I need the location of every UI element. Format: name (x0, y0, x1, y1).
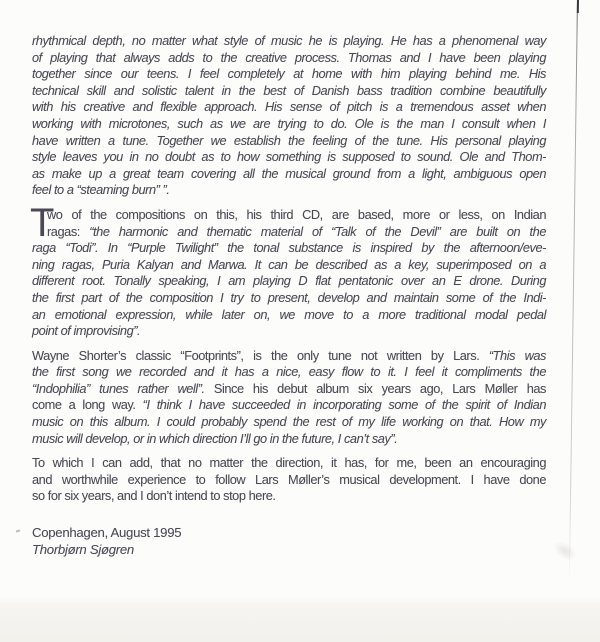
text-segment: ragas: (47, 223, 90, 239)
text-line (32, 116, 546, 133)
text-segment: and worthwhile experience to follow Lars Møller’s musical development. I have done (32, 471, 546, 487)
text-segment: as make up a great team covering all the musical ground from a light, ambiguous open (32, 165, 546, 181)
text-line (32, 66, 546, 83)
text-segment: “Indophilia” tunes rather well”. (32, 380, 214, 396)
text-line (32, 224, 546, 241)
text-segment: have written a tune. Together we establish the feeling of the tune. His personal playing (32, 132, 546, 148)
text-line (32, 348, 546, 365)
text-line (32, 149, 546, 166)
text-line (32, 182, 546, 199)
place-date: Copenhagen, August 1995 (32, 525, 182, 540)
text-line (32, 273, 546, 290)
text-line (32, 397, 546, 414)
text-segment: music on this album. I could probably spend the rest of my life working on that. How my (32, 414, 546, 430)
text-line (32, 83, 546, 100)
scan-speck (16, 529, 20, 532)
paragraph-2 (30, 200, 546, 340)
text-line (32, 455, 546, 472)
scan-edge-line (569, 0, 579, 594)
text-segment: raga “Todi”. In “Purple Twilight” the tonal substance is inspired by the afternoon/eve- (32, 240, 546, 256)
text-segment: point of improvising”. (32, 323, 141, 339)
scan-smudge (550, 537, 580, 565)
text-line (32, 323, 546, 340)
text-segment: style leaves you in no doubt as to how something is supposed to sound. Ole and Thom- (32, 149, 546, 165)
text-line (32, 166, 546, 183)
text-segment: To which I can add, that no matter the direction, it has, for me, been an encouraging (32, 455, 546, 471)
paragraph-3 (32, 348, 546, 448)
text-line (32, 50, 546, 67)
text-segment: come a long way. (32, 397, 143, 413)
text-line (32, 431, 546, 448)
text-segment: an emotional expression, while later on, we move to a more traditional modal pedal (32, 306, 546, 322)
scan-bottom-shade (0, 596, 600, 642)
drop-cap-letter: T (30, 200, 55, 245)
text-line (32, 240, 546, 257)
text-segment: different root. Tonally speaking, I am playing D flat pentatonic over an E drone. During (32, 273, 546, 289)
text-segment: Since his debut album six years ago, Lars Møller has (213, 380, 546, 396)
text-segment: with his creative and flexible approach. His sense of pitch is a tremendous asset when (32, 99, 546, 115)
text-line (32, 307, 546, 324)
text-segment: “This was (488, 347, 547, 363)
text-line (32, 488, 546, 505)
text-line (32, 414, 546, 431)
author-signature: Thorbjørn Sjøgren (32, 542, 134, 558)
text-segment: feel to a “steaming burn” ”. (32, 182, 170, 198)
text-line (32, 33, 546, 50)
text-segment: technical skill and solistic talent in the best of Danish bass tradition combine beautifully (32, 82, 546, 98)
text-line (32, 257, 546, 274)
text-segment: music will develop, or in which direction I’ll go in the future, I can’t say”. (32, 430, 398, 446)
text-segment: wo of the compositions on this, his third CD, are based, more or less, on Indian (47, 206, 546, 222)
scan-edge-tick (577, 0, 579, 13)
text-segment: of playing that always adds to the creative process. Thomas and I have been playing (32, 49, 546, 65)
text-line (32, 472, 546, 489)
footer (32, 524, 181, 559)
paragraph-1 (32, 33, 546, 199)
text-segment: ning ragas, Puria Kalyan and Marwa. It can be described as a key, superimposed on a (32, 256, 546, 272)
text-line (32, 364, 546, 381)
text-segment: rhythmical depth, no matter what style of music he is playing. He has a phenomenal way (32, 33, 546, 48)
liner-notes-text (32, 33, 546, 505)
paragraph-4 (32, 455, 546, 505)
text-segment: together since our teens. I feel completely at home with him playing behind me. His (32, 66, 546, 82)
text-segment: “the harmonic and thematic material of “Talk of the Devil” are built on the (89, 223, 546, 239)
text-line (32, 99, 546, 116)
text-line (32, 290, 546, 307)
text-segment: the first part of the composition I try to present, develop and maintain some of the Indi- (32, 289, 546, 305)
text-segment: working with microtones, such as we are trying to do. Ole is the man I consult when I (32, 115, 546, 131)
text-line (32, 207, 546, 224)
text-segment: “I think I have succeeded in incorporating some of the spirit of Indian (142, 397, 546, 413)
text-segment: Wayne Shorter’s classic “Footprints”, is the only tune not written by Lars. (32, 347, 489, 363)
text-line (32, 133, 546, 150)
text-segment: the first song we recorded and it has a nice, easy flow to it. I feel it compliments the (32, 364, 546, 380)
text-line (32, 381, 546, 398)
text-segment: so for six years, and I don’t intend to stop here. (32, 488, 276, 504)
